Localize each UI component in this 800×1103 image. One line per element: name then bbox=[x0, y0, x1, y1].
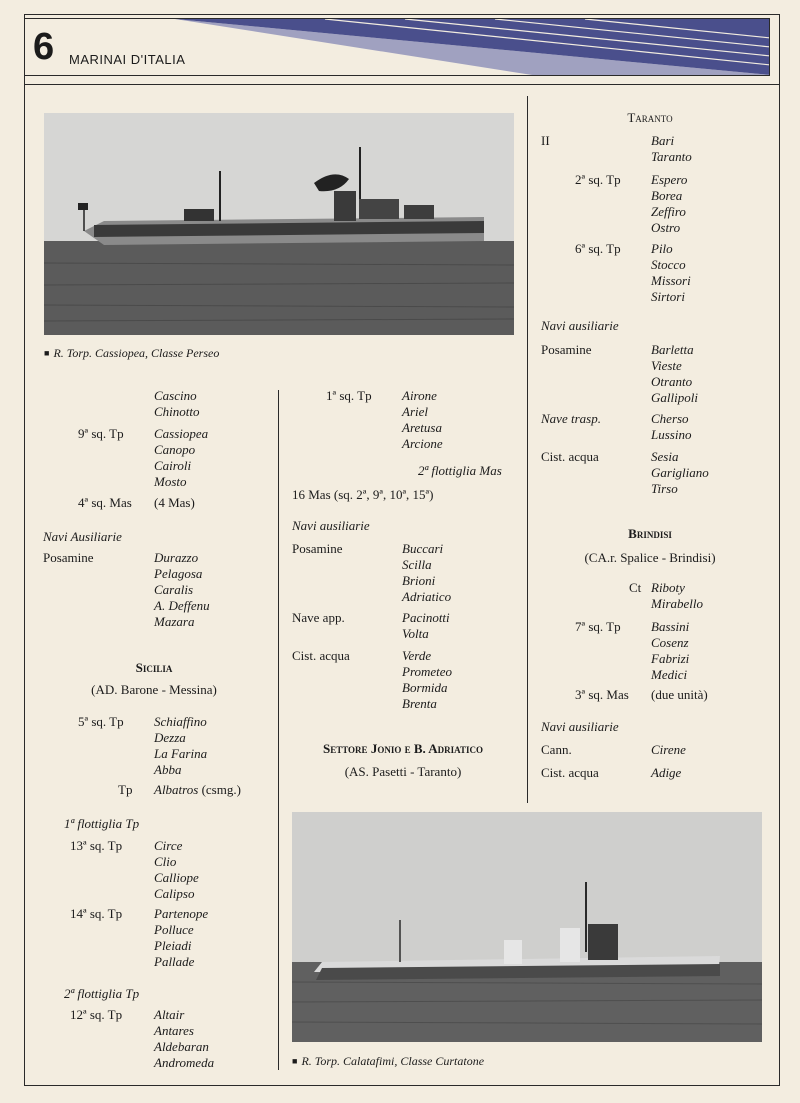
ship-name: Caralis bbox=[154, 582, 194, 597]
ship-name: Barletta bbox=[651, 342, 694, 357]
ship-name: Andromeda bbox=[154, 1055, 215, 1070]
photo1-caption bbox=[44, 346, 219, 361]
col3-cist2 bbox=[541, 765, 681, 781]
ship-name: Partenope bbox=[154, 906, 209, 921]
navi-ausiliarie-heading: Navi ausiliarie bbox=[292, 518, 370, 533]
col2-posamine bbox=[292, 541, 451, 605]
column-divider bbox=[278, 390, 279, 1070]
col1-top bbox=[78, 388, 200, 420]
ship-name: Mirabello bbox=[651, 596, 703, 611]
ship-name: Sesia bbox=[651, 449, 679, 464]
ship-name: Airone bbox=[402, 388, 437, 403]
col3-posamine bbox=[541, 342, 698, 406]
mas-line: 16 Mas (sq. 2ª, 9ª, 10ª, 15ª) bbox=[292, 487, 434, 502]
ship-name: Zeffiro bbox=[651, 204, 686, 219]
section-title-brindisi: Brindisi bbox=[628, 526, 672, 541]
ship-name: Ostro bbox=[651, 220, 681, 235]
ship-name: Riboty bbox=[651, 580, 685, 595]
ship-name: Cherso bbox=[651, 411, 689, 426]
navi-ausiliarie-heading: Navi ausiliarie bbox=[541, 719, 619, 734]
ship-name: Chinotto bbox=[154, 404, 200, 419]
ship-name: Gallipoli bbox=[651, 390, 698, 405]
photo1-caption-text: R. Torp. Cassiopea, Classe Perseo bbox=[53, 346, 220, 360]
ship-name: Schiaffino bbox=[154, 714, 207, 729]
photo2-caption bbox=[292, 1054, 484, 1069]
ship-name: Buccari bbox=[402, 541, 444, 556]
ship-name: Aldebaran bbox=[154, 1039, 209, 1054]
name-list bbox=[154, 388, 200, 420]
ship-name: Vieste bbox=[651, 358, 682, 373]
section-title-settore: Settore Jonio e B. Adriatico bbox=[322, 741, 483, 756]
col2-sq1 bbox=[326, 388, 443, 452]
ship-name: La Farina bbox=[154, 746, 208, 761]
ship-name: Prometeo bbox=[402, 664, 453, 679]
ship-name: Pacinotti bbox=[402, 610, 450, 625]
ship-name: Adriatico bbox=[402, 589, 452, 604]
squadron-label: 2ª sq. Tp bbox=[575, 172, 621, 187]
squadron-label: 5ª sq. Tp bbox=[78, 714, 124, 729]
col1-sq14 bbox=[70, 906, 208, 970]
photo2-caption-text: R. Torp. Calatafimi, Classe Curtatone bbox=[301, 1054, 485, 1068]
ship-name: Brenta bbox=[402, 696, 437, 711]
ship-name: Cairoli bbox=[154, 458, 192, 473]
ship-name: Volta bbox=[402, 626, 429, 641]
col1-mas4 bbox=[78, 495, 195, 511]
col2-cist bbox=[292, 648, 452, 712]
ship-name: Fabrizi bbox=[651, 651, 690, 666]
type-label: Cist. acqua bbox=[541, 765, 599, 780]
col3-sq6 bbox=[575, 241, 691, 305]
ship-name: Cosenz bbox=[651, 635, 689, 650]
page-header bbox=[24, 18, 770, 76]
ship-name: Dezza bbox=[154, 730, 186, 745]
section-subtitle-settore: (AS. Pasetti - Taranto) bbox=[344, 764, 462, 779]
squadron-label: 14ª sq. Tp bbox=[70, 906, 123, 921]
ship-name: Calipso bbox=[154, 886, 195, 901]
ship-name: Missori bbox=[651, 273, 691, 288]
type-label: Posamine bbox=[43, 550, 94, 565]
type-label: Posamine bbox=[292, 541, 343, 556]
col3-cist bbox=[541, 449, 709, 497]
ship-name: Cascino bbox=[154, 388, 197, 403]
ship-name: Durazzo bbox=[154, 550, 199, 565]
squadron-label: 4ª sq. Mas bbox=[78, 495, 132, 510]
ship-name: Canopo bbox=[154, 442, 196, 457]
ship-name: Pelagosa bbox=[154, 566, 203, 581]
ship-name: Sirtori bbox=[651, 289, 685, 304]
ship-name: Arcione bbox=[402, 436, 443, 451]
ship-photo-cassiopea bbox=[44, 113, 514, 335]
ship-name: Espero bbox=[651, 172, 688, 187]
flotilla-heading: 1ª flottiglia Tp bbox=[64, 816, 140, 831]
ship-name: Adige bbox=[651, 765, 682, 780]
type-label: Tp bbox=[118, 782, 133, 797]
col1-sq13 bbox=[70, 838, 199, 902]
type-label: Cist. acqua bbox=[541, 449, 599, 464]
bullet-square-icon: ■ bbox=[292, 1056, 298, 1066]
navi-ausiliarie-heading: Navi Ausiliarie bbox=[43, 529, 122, 544]
ship-name: Circe bbox=[154, 838, 183, 853]
col1-sq9 bbox=[78, 426, 208, 490]
ship-name: Pilo bbox=[651, 241, 673, 256]
mas-count: (4 Mas) bbox=[154, 495, 195, 510]
ship-name: Cirene bbox=[651, 742, 686, 757]
ship-name: Scilla bbox=[402, 557, 432, 572]
col3-sq7 bbox=[575, 619, 689, 683]
ship-name: A. Deffenu bbox=[154, 598, 210, 613]
col1-sq12 bbox=[70, 1007, 214, 1071]
ship-name: Clio bbox=[154, 854, 177, 869]
ship-name: Pleiadi bbox=[154, 938, 192, 953]
section-title-taranto: Taranto bbox=[627, 110, 673, 125]
ship-name: Taranto bbox=[651, 149, 692, 164]
ship-name: Albatros bbox=[154, 782, 199, 797]
col1-tp bbox=[118, 782, 241, 798]
col3-sq2 bbox=[575, 172, 687, 236]
ship-name: Tirso bbox=[651, 481, 678, 496]
ship-name: Calliope bbox=[154, 870, 199, 885]
ship-name: Pallade bbox=[154, 954, 195, 969]
type-label: Nave trasp. bbox=[541, 411, 601, 426]
ship-name: Bassini bbox=[651, 619, 690, 634]
squadron-label: 12ª sq. Tp bbox=[70, 1007, 123, 1022]
ship-note: (csmg.) bbox=[201, 782, 241, 797]
ship-name: Brioni bbox=[402, 573, 436, 588]
ship-name: Stocco bbox=[651, 257, 686, 272]
squadron-label: 13ª sq. Tp bbox=[70, 838, 123, 853]
mas-count: (due unità) bbox=[651, 687, 708, 702]
col3-ii bbox=[541, 133, 692, 165]
ship-photo-calatafimi bbox=[292, 812, 762, 1042]
ship-name: Bormida bbox=[402, 680, 448, 695]
ship-name: Antares bbox=[154, 1023, 194, 1038]
col1-posamine bbox=[43, 550, 210, 630]
squadron-label: 9ª sq. Tp bbox=[78, 426, 124, 441]
col3-cann bbox=[541, 742, 686, 758]
col1-sq5 bbox=[78, 714, 207, 778]
ship-name: Aretusa bbox=[402, 420, 442, 435]
type-label: Posamine bbox=[541, 342, 592, 357]
ship-name: Altair bbox=[154, 1007, 185, 1022]
ship-name: Bari bbox=[651, 133, 675, 148]
type-label: II bbox=[541, 133, 550, 148]
ship-name: Borea bbox=[651, 188, 683, 203]
type-label: Ct bbox=[629, 580, 642, 595]
ship-name: Cassiopea bbox=[154, 426, 209, 441]
ship-name: Verde bbox=[402, 648, 432, 663]
page-number: 6 bbox=[33, 26, 55, 68]
squadron-label: 6ª sq. Tp bbox=[575, 241, 621, 256]
squadron-label: 1ª sq. Tp bbox=[326, 388, 372, 403]
column-divider bbox=[527, 96, 528, 803]
running-head: MARINAI D'ITALIA bbox=[69, 52, 186, 67]
ship-name: Ariel bbox=[402, 404, 428, 419]
section-subtitle-sicilia: (AD. Barone - Messina) bbox=[91, 682, 217, 697]
squadron-label: 7ª sq. Tp bbox=[575, 619, 621, 634]
ship-name: Lussino bbox=[651, 427, 692, 442]
col3-nave-trasp bbox=[541, 411, 691, 443]
col2-nave-app bbox=[292, 610, 450, 642]
col3-mas3 bbox=[575, 687, 708, 703]
ship-name: Mosto bbox=[154, 474, 187, 489]
type-label: Cann. bbox=[541, 742, 572, 757]
col3-ct bbox=[629, 580, 703, 612]
bullet-square-icon: ■ bbox=[44, 348, 50, 358]
ship-name: Medici bbox=[651, 667, 688, 682]
flotilla-heading: 2ª flottiglia Tp bbox=[64, 986, 140, 1001]
navi-ausiliarie-heading: Navi ausiliarie bbox=[541, 318, 619, 333]
ship-name: Garigliano bbox=[651, 465, 709, 480]
ship-name: Otranto bbox=[651, 374, 693, 389]
section-title-sicilia: Sicilia bbox=[135, 660, 173, 675]
flotilla-heading: 2ª flottiglia Mas bbox=[418, 463, 502, 478]
type-label: Nave app. bbox=[292, 610, 345, 625]
type-label: Cist. acqua bbox=[292, 648, 350, 663]
ship-name: Polluce bbox=[154, 922, 194, 937]
ship-name: Mazara bbox=[154, 614, 195, 629]
section-subtitle-brindisi: (CA.r. Spalice - Brindisi) bbox=[584, 550, 716, 565]
ship-name: Abba bbox=[154, 762, 182, 777]
header-banner bbox=[25, 19, 770, 76]
squadron-label: 3ª sq. Mas bbox=[575, 687, 629, 702]
